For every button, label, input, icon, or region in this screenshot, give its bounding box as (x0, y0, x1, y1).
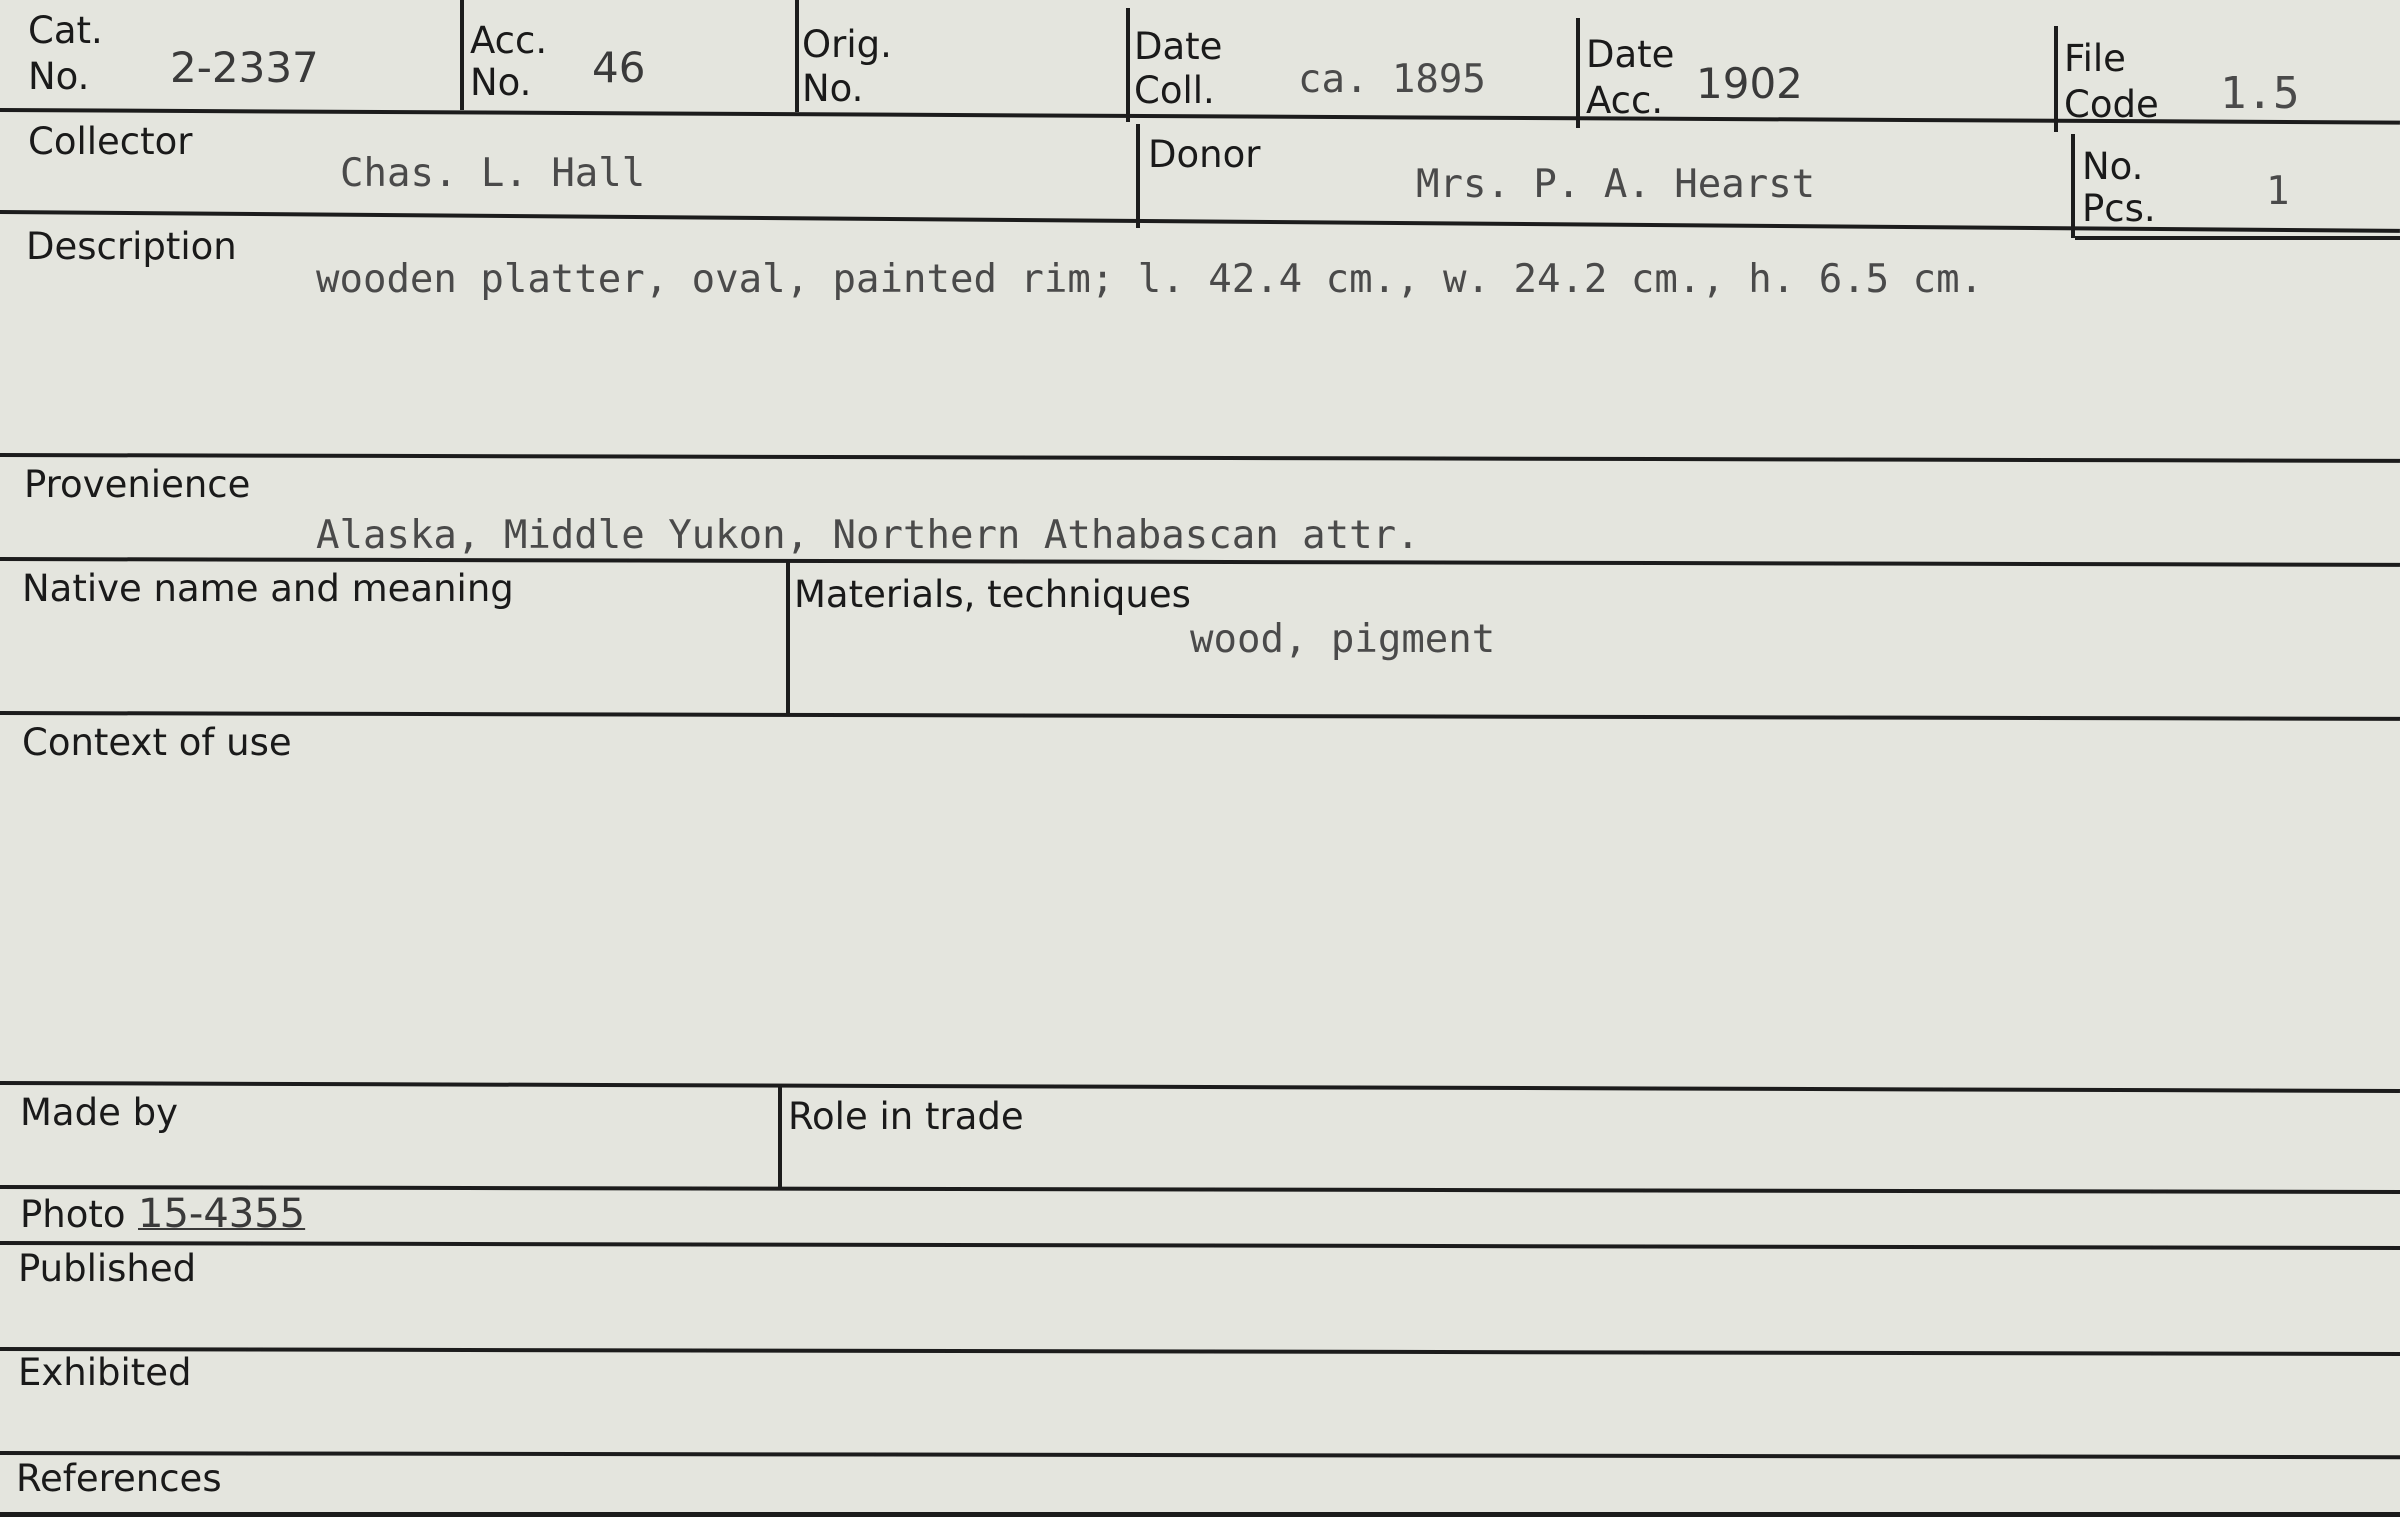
pieces-label-2: Pcs. (2082, 187, 2156, 230)
rule-photo-bottom (0, 1241, 2400, 1250)
rule-native-bottom (0, 711, 2400, 721)
description-value: wooden platter, oval, painted rim; l. 42.4 cm., w. 24.2 cm., h. 6.5 cm. (316, 257, 1984, 302)
pieces-value: 1 (2266, 169, 2290, 214)
cat-label-2: No. (28, 55, 90, 98)
file-code-label-2: Code (2064, 83, 2159, 126)
divider-datecoll-dateacc (1576, 18, 1580, 128)
pieces-label-1: No. (2082, 145, 2144, 188)
rule-collector-bottom (0, 210, 2400, 233)
date-coll-label-2: Coll. (1134, 69, 1215, 112)
date-coll-label-1: Date (1134, 25, 1223, 68)
collector-label: Collector (28, 120, 193, 163)
file-code-label-1: File (2064, 37, 2126, 80)
photo-number-value: 15-4355 (138, 1191, 306, 1237)
file-code-value: 1.5 (2220, 68, 2300, 119)
exhibited-label: Exhibited (18, 1351, 192, 1394)
cat-label-1: Cat. (28, 9, 103, 52)
materials-value: wood, pigment (1190, 617, 1496, 662)
references-label: References (16, 1457, 222, 1500)
acc-number-value: 46 (592, 43, 646, 92)
published-label: Published (18, 1247, 197, 1290)
provenience-label: Provenience (24, 463, 251, 506)
native-name-label: Native name and meaning (22, 567, 514, 610)
collector-value: Chas. L. Hall (340, 151, 646, 196)
made-by-label: Made by (20, 1091, 178, 1134)
acc-label-1: Acc. (470, 19, 548, 62)
acc-label-2: No. (470, 61, 532, 104)
date-acc-label-2: Acc. (1586, 79, 1664, 122)
donor-label: Donor (1148, 133, 1261, 176)
provenience-value: Alaska, Middle Yukon, Northern Athabascan attr. (316, 513, 1420, 558)
divider-cat-acc (460, 0, 464, 110)
date-coll-value: ca. 1895 (1298, 57, 1486, 102)
orig-label-1: Orig. (802, 23, 892, 66)
description-label: Description (26, 225, 237, 268)
role-in-trade-label: Role in trade (788, 1095, 1024, 1138)
rule-madeby-bottom (0, 1185, 2400, 1194)
cat-number-value: 2-2337 (170, 43, 319, 92)
rule-exhibited-bottom (0, 1451, 2400, 1459)
divider-donor-pieces (2071, 134, 2075, 238)
date-acc-label-1: Date (1586, 33, 1675, 76)
rule-provenience-bottom (0, 557, 2400, 567)
donor-value: Mrs. P. A. Hearst (1416, 162, 1816, 207)
rule-card-bottom (0, 1512, 2400, 1517)
divider-dateacc-file (2054, 26, 2058, 132)
rule-pieces-bottom (2075, 236, 2400, 240)
date-acc-value: 1902 (1696, 59, 1803, 108)
divider-native-materials (786, 562, 790, 714)
divider-acc-orig (795, 0, 799, 112)
photo-label: Photo (20, 1193, 126, 1236)
rule-context-bottom (0, 1081, 2400, 1093)
context-of-use-label: Context of use (22, 721, 292, 764)
divider-orig-datecoll (1126, 8, 1130, 122)
divider-madeby-role (778, 1084, 782, 1188)
rule-description-bottom (0, 453, 2400, 463)
divider-collector-donor (1136, 124, 1140, 228)
orig-label-2: No. (802, 67, 864, 110)
rule-published-bottom (0, 1347, 2400, 1356)
materials-label: Materials, techniques (794, 573, 1191, 616)
